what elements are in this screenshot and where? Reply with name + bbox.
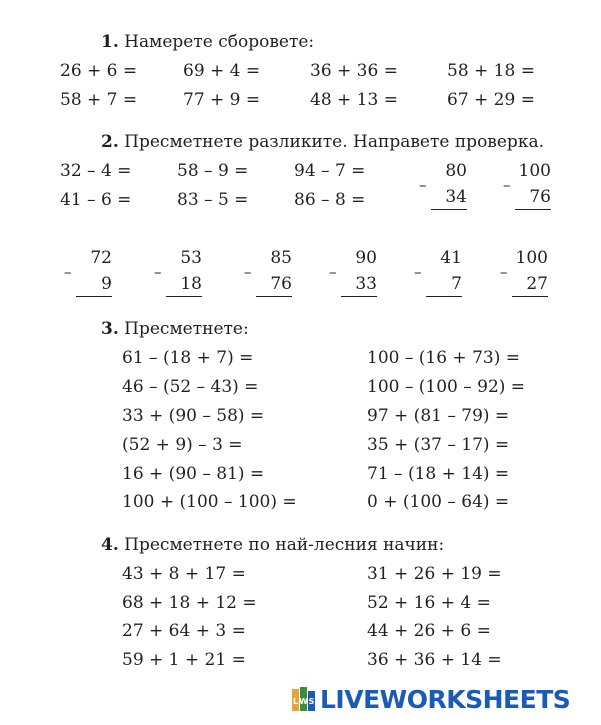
column-subtraction bbox=[64, 248, 112, 297]
task3-expr: 33 + (90 – 58) = bbox=[122, 406, 265, 426]
column-subtraction bbox=[500, 248, 548, 297]
minuend: 72 bbox=[90, 248, 112, 268]
minus-sign: – bbox=[419, 176, 427, 194]
task4-expr: 43 + 8 + 17 = bbox=[122, 564, 246, 584]
subtrahend: 76 bbox=[515, 187, 551, 210]
task2-heading: 2. Пресметнете разликите. Направете проверка. bbox=[101, 132, 544, 152]
minus-sign: – bbox=[64, 263, 72, 281]
task2-expr: 94 – 7 = bbox=[294, 161, 366, 181]
column-subtraction bbox=[419, 161, 467, 210]
liveworksheets-logo-icon bbox=[292, 687, 316, 713]
task3-heading: 3. Пресметнете: bbox=[101, 319, 249, 339]
task3-expr: 100 – (100 – 92) = bbox=[367, 377, 526, 397]
minuend: 90 bbox=[355, 248, 377, 268]
task4-expr: 44 + 26 + 6 = bbox=[367, 621, 491, 641]
column-subtraction bbox=[244, 248, 292, 297]
task1-heading: 1. Намерете сборовете: bbox=[101, 32, 315, 52]
subtrahend: 7 bbox=[426, 274, 462, 297]
task1-expr: 58 + 18 = bbox=[447, 61, 535, 81]
task4-expr: 52 + 16 + 4 = bbox=[367, 593, 491, 613]
task3-expr: 35 + (37 – 17) = bbox=[367, 435, 510, 455]
task1-expr: 77 + 9 = bbox=[183, 90, 261, 110]
task4-expr: 59 + 1 + 21 = bbox=[122, 650, 246, 670]
logo-text: LIVEWORKSHEETS bbox=[320, 685, 571, 714]
task4-expr: 31 + 26 + 19 = bbox=[367, 564, 502, 584]
svg-text:L: L bbox=[292, 697, 299, 706]
task2-expr: 58 – 9 = bbox=[177, 161, 249, 181]
minuend: 80 bbox=[445, 161, 467, 181]
task3-expr: 16 + (90 – 81) = bbox=[122, 464, 265, 484]
minus-sign: – bbox=[500, 263, 508, 281]
task3-expr: 46 – (52 – 43) = bbox=[122, 377, 259, 397]
svg-text:W: W bbox=[299, 697, 308, 706]
task1-expr: 48 + 13 = bbox=[310, 90, 398, 110]
task4-expr: 36 + 36 + 14 = bbox=[367, 650, 502, 670]
task3-expr: 100 – (16 + 73) = bbox=[367, 348, 520, 368]
task2-expr: 86 – 8 = bbox=[294, 190, 366, 210]
svg-text:S: S bbox=[308, 697, 315, 706]
subtrahend: 33 bbox=[341, 274, 377, 297]
task4-expr: 68 + 18 + 12 = bbox=[122, 593, 257, 613]
subtrahend: 9 bbox=[76, 274, 112, 297]
task3-expr: 61 – (18 + 7) = bbox=[122, 348, 254, 368]
minus-sign: – bbox=[503, 176, 511, 194]
minuend: 85 bbox=[270, 248, 292, 268]
task1-expr: 26 + 6 = bbox=[60, 61, 138, 81]
minuend: 100 bbox=[518, 161, 551, 181]
column-subtraction bbox=[503, 161, 551, 210]
task3-expr: 71 – (18 + 14) = bbox=[367, 464, 510, 484]
task1-expr: 69 + 4 = bbox=[183, 61, 261, 81]
subtrahend: 27 bbox=[512, 274, 548, 297]
task1-expr: 58 + 7 = bbox=[60, 90, 138, 110]
column-subtraction bbox=[414, 248, 462, 297]
subtrahend: 76 bbox=[256, 274, 292, 297]
minuend: 41 bbox=[440, 248, 462, 268]
subtrahend: 18 bbox=[166, 274, 202, 297]
subtrahend: 34 bbox=[431, 187, 467, 210]
task4-heading: 4. Пресметнете по най-лесния начин: bbox=[101, 535, 445, 555]
task2-expr: 41 – 6 = bbox=[60, 190, 132, 210]
column-subtraction bbox=[154, 248, 202, 297]
minus-sign: – bbox=[414, 263, 422, 281]
task1-expr: 67 + 29 = bbox=[447, 90, 535, 110]
task3-expr: (52 + 9) – 3 = bbox=[122, 435, 243, 455]
task2-expr: 32 – 4 = bbox=[60, 161, 132, 181]
minuend: 100 bbox=[515, 248, 548, 268]
minus-sign: – bbox=[329, 263, 337, 281]
column-subtraction bbox=[329, 248, 377, 297]
task3-expr: 0 + (100 – 64) = bbox=[367, 492, 510, 512]
task3-expr: 100 + (100 – 100) = bbox=[122, 492, 297, 512]
minus-sign: – bbox=[244, 263, 252, 281]
task4-expr: 27 + 64 + 3 = bbox=[122, 621, 246, 641]
task1-expr: 36 + 36 = bbox=[310, 61, 398, 81]
task3-expr: 97 + (81 – 79) = bbox=[367, 406, 510, 426]
minus-sign: – bbox=[154, 263, 162, 281]
task2-expr: 83 – 5 = bbox=[177, 190, 249, 210]
minuend: 53 bbox=[180, 248, 202, 268]
